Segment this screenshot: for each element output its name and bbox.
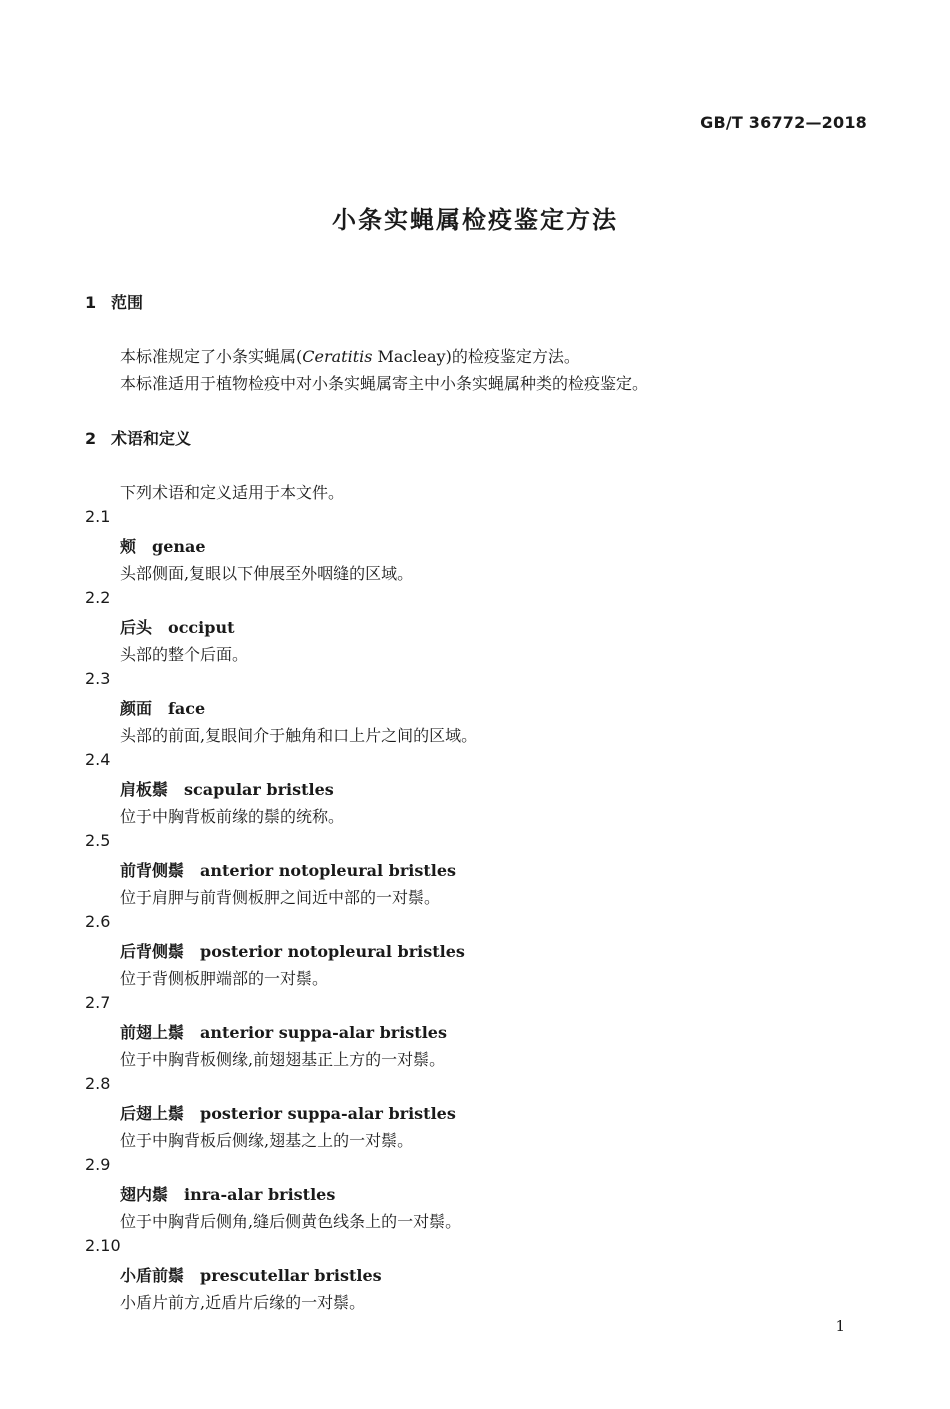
term-zh: 小盾前鬃 bbox=[120, 1266, 185, 1285]
term-en: prescutellar bristles bbox=[200, 1266, 382, 1285]
term-en: posterior suppa-alar bristles bbox=[200, 1104, 456, 1123]
term-definition: 位于中胸背后侧角,缝后侧黄色线条上的一对鬃。 bbox=[120, 1212, 462, 1231]
term-definition: 位于中胸背板前缘的鬃的统称。 bbox=[120, 807, 345, 826]
clause-number: 2.3 bbox=[85, 669, 111, 688]
term-zh: 颊 bbox=[120, 537, 137, 556]
scope-paragraph-2: 本标准适用于植物检疫中对小条实蝇属寄主中小条实蝇属种类的检疫鉴定。 bbox=[120, 374, 649, 393]
term-zh: 前背侧鬃 bbox=[120, 861, 185, 880]
term-zh: 后翅上鬃 bbox=[120, 1104, 185, 1123]
term-definition: 头部的前面,复眼间介于触角和口上片之间的区域。 bbox=[120, 726, 478, 745]
term-entry bbox=[120, 615, 234, 638]
term-en: posterior notopleural bristles bbox=[200, 942, 465, 961]
scope-text-after: Macleay)的检疫鉴定方法。 bbox=[372, 347, 580, 366]
term-definition: 位于中胸背板侧缘,前翅翅基正上方的一对鬃。 bbox=[120, 1050, 446, 1069]
document-title: 小条实蝇属检疫鉴定方法 bbox=[332, 206, 618, 234]
term-zh: 后背侧鬃 bbox=[120, 942, 185, 961]
term-en: scapular bristles bbox=[184, 780, 334, 799]
terms-intro: 下列术语和定义适用于本文件。 bbox=[120, 483, 345, 502]
term-zh: 后头 bbox=[120, 618, 153, 637]
term-definition: 头部侧面,复眼以下伸展至外咽缝的区域。 bbox=[120, 564, 414, 583]
term-definition: 位于肩胛与前背侧板胛之间近中部的一对鬃。 bbox=[120, 888, 441, 907]
term-entry bbox=[120, 777, 334, 800]
page-number: 1 bbox=[835, 1317, 845, 1335]
term-entry bbox=[120, 696, 205, 719]
clause-number: 2.10 bbox=[85, 1236, 121, 1255]
term-zh: 翅内鬃 bbox=[120, 1185, 169, 1204]
genus-name: Ceratitis bbox=[302, 347, 373, 366]
term-zh: 颜面 bbox=[120, 699, 153, 718]
clause-number: 2.4 bbox=[85, 750, 111, 769]
clause-number: 2.5 bbox=[85, 831, 111, 850]
term-zh: 前翅上鬃 bbox=[120, 1023, 185, 1042]
term-definition: 头部的整个后面。 bbox=[120, 645, 249, 664]
term-entry bbox=[120, 1020, 447, 1043]
term-en: genae bbox=[152, 537, 206, 556]
scope-paragraph-1 bbox=[120, 344, 580, 367]
term-en: occiput bbox=[168, 618, 235, 637]
section-title: 术语和定义 bbox=[111, 429, 192, 448]
term-entry bbox=[120, 1263, 382, 1286]
section-1-heading bbox=[85, 290, 143, 313]
section-number: 1 bbox=[85, 293, 97, 312]
term-en: anterior notopleural bristles bbox=[200, 861, 457, 880]
term-entry bbox=[120, 534, 206, 557]
term-en: anterior suppa-alar bristles bbox=[200, 1023, 447, 1042]
clause-number: 2.6 bbox=[85, 912, 111, 931]
clause-number: 2.7 bbox=[85, 993, 111, 1012]
term-definition: 小盾片前方,近盾片后缘的一对鬃。 bbox=[120, 1293, 366, 1312]
clause-number: 2.8 bbox=[85, 1074, 111, 1093]
term-entry bbox=[120, 939, 465, 962]
section-2-heading bbox=[85, 426, 191, 449]
clause-number: 2.2 bbox=[85, 588, 111, 607]
clause-number: 2.9 bbox=[85, 1155, 111, 1174]
standard-number: GB/T 36772—2018 bbox=[700, 113, 867, 132]
section-title: 范围 bbox=[111, 293, 144, 312]
term-entry bbox=[120, 1101, 456, 1124]
section-number: 2 bbox=[85, 429, 97, 448]
term-entry bbox=[120, 1182, 335, 1205]
term-definition: 位于中胸背板后侧缘,翅基之上的一对鬃。 bbox=[120, 1131, 414, 1150]
term-zh: 肩板鬃 bbox=[120, 780, 169, 799]
term-en: face bbox=[168, 699, 206, 718]
clause-number: 2.1 bbox=[85, 507, 111, 526]
scope-text-before: 本标准规定了小条实蝇属( bbox=[120, 347, 303, 366]
term-entry bbox=[120, 858, 456, 881]
term-definition: 位于背侧板胛端部的一对鬃。 bbox=[120, 969, 329, 988]
term-en: inra-alar bristles bbox=[184, 1185, 336, 1204]
